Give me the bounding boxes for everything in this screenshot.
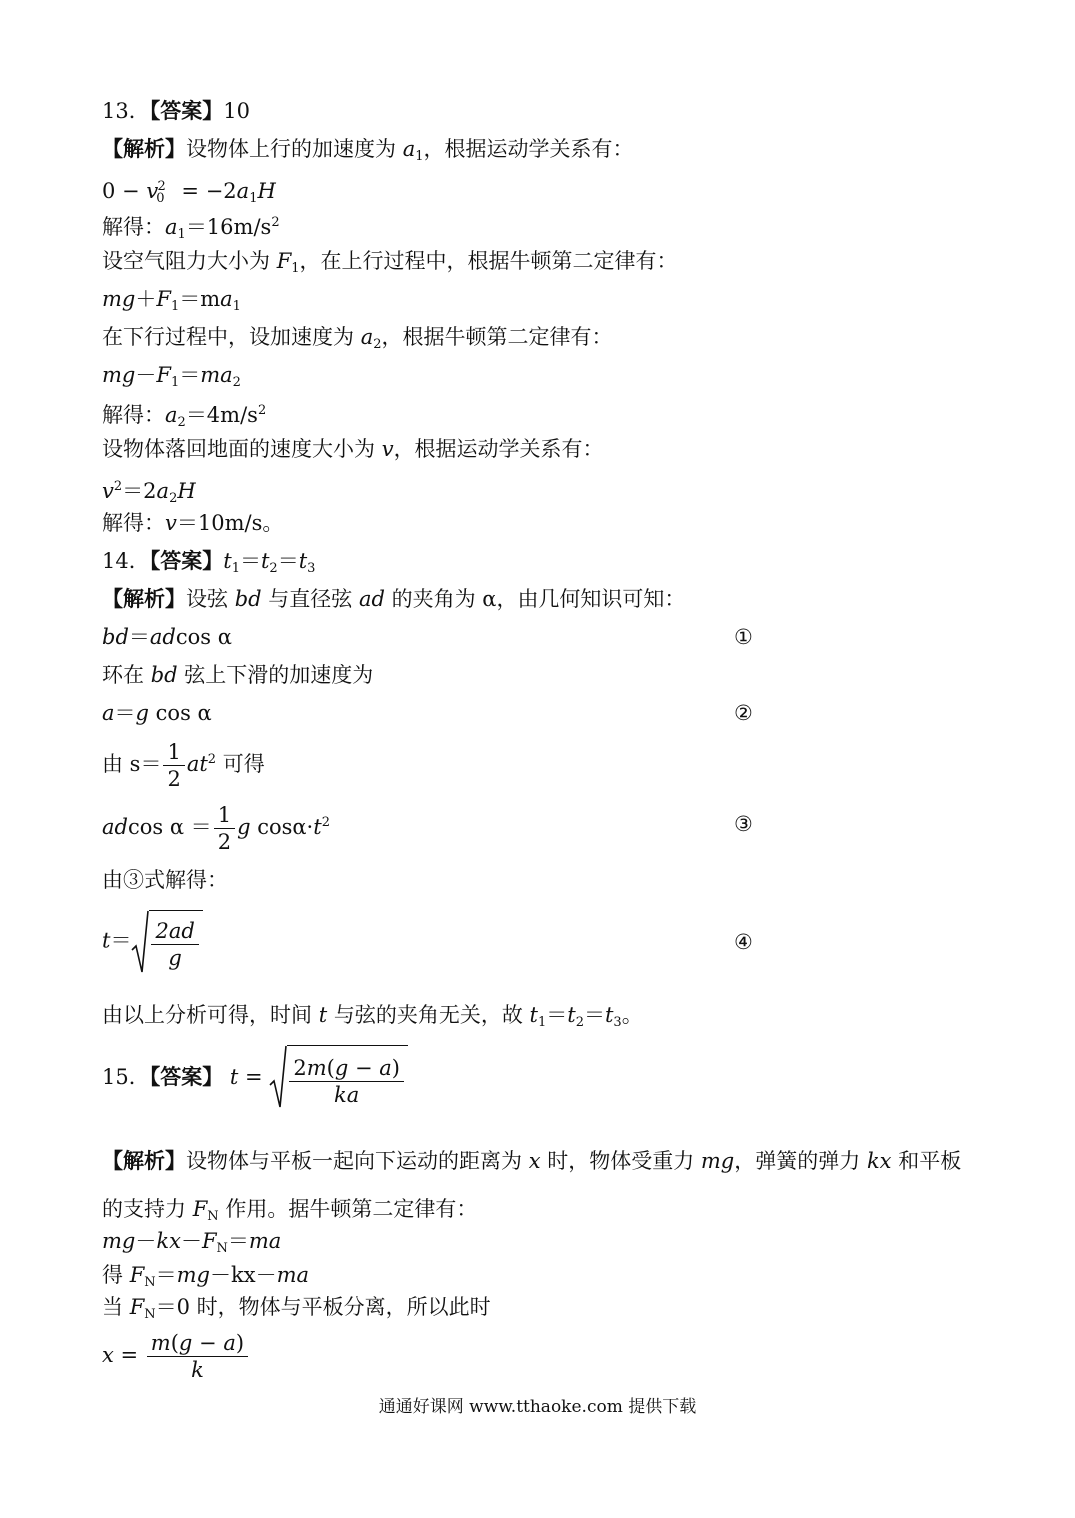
q13-number: 13． [102,99,150,123]
q13-eq-down: $mg-F_1=ma_2$ [102,363,241,390]
q14-eq1: bd＝adcos α [102,625,232,649]
q15-eq1: $mg-kx-F_N=ma$ [102,1229,282,1256]
q14-analysis-line1: 【解析】设弦 bd 与直径弦 ad 的夹角为 α，由几何知识可知： [102,586,686,611]
q13-line-v: 设物体落回地面的速度大小为 v，根据运动学关系有： [102,437,604,461]
q14-number: 14． [102,549,150,573]
q14-mark2: ② [734,701,753,725]
q13-analysis-line1: 【解析】设物体上行的加速度为 $a_1$，根据运动学关系有： [102,136,634,164]
q13-answer [102,97,250,125]
q14-analysis-tag: 【解析】 [102,586,186,611]
q14-answer: 14．【答案】$t_1=t_2=t_3$ [102,548,316,576]
q13-eq-v: $v^2=2a_2H$ [102,479,196,506]
q14-eq3: adcos α ＝ $\frac{1}{2}$ g $\cos\alpha\cdot t^2$ [102,803,330,854]
q13-result-a2: 解得：$a_2=4m/s^2$ [102,403,267,430]
q15-line-separate: 当 $F_N=0$ 时，物体与平板分离，所以此时 [102,1295,491,1322]
q15-analysis-tag: 【解析】 [102,1148,186,1173]
fraction-x: $\frac{m(g - a)}{k}$ [147,1330,248,1383]
q14-mark1: ① [734,625,753,649]
q14-eq4: t＝ $\frac{2ad}{g}$ [102,910,203,974]
q15-answer: 15．【答案】 t = $\frac{2m(g - a)}{ka}$ [102,1045,408,1112]
q14-eq2: a＝g cos α [102,701,212,725]
q13-line-f1: 设空气阻力大小为 $F_1$，在上行过程中，根据牛顿第二定律有： [102,249,678,276]
fraction-half: $\frac{1}{2}$ [163,739,184,792]
q13-eq-up: $mg+F_1=ma_1$ [102,287,241,314]
q14-conclusion: 由以上分析可得，时间 t 与弦的夹角无关，故 $t_1=t_2=t_3$。 [102,1003,643,1030]
fraction-half: $\frac{1}{2}$ [214,802,235,855]
q15-eq2: 得 $F_N=mg-kx-ma$ [102,1263,310,1290]
q14-line-solve: 由③式解得： [102,868,228,892]
q14-mark3: ③ [734,812,753,836]
q15-eq-x: x = $\frac{m(g - a)}{k}$ [102,1327,250,1383]
q15-analysis-line2: 的支持力 $F_N$ 作用。据牛顿第二定律有： [102,1197,478,1224]
q13-analysis-tag: 【解析】 [102,136,186,161]
q13-line-down: 在下行过程中，设加速度为 $a_2$，根据牛顿第二定律有： [102,325,613,352]
q15-analysis-line1: 【解析】设物体与平板一起向下运动的距离为 x 时，物体受重力 mg，弹簧的弹力 kx 和平板 [102,1148,962,1173]
page-footer: 通通好课网 www.tthaoke.com 提供下载 [378,1397,697,1417]
q13-result-a1: 解得：$a_1=16m/s^2$ [102,215,280,242]
q13-answer-tag: 【答案】 [149,98,224,123]
q15-number: 15． [102,1065,150,1089]
q13-answer-value: 10 [223,99,250,123]
q15-answer-tag: 【答案】 [149,1064,224,1089]
q14-answer-tag: 【答案】 [149,548,224,573]
q13-eq-kinematics: $0 - v_0^2 = -2a_1H$ [102,179,276,206]
q14-mark4: ④ [734,930,753,954]
q13-result-v: 解得：v＝10m/s。 [102,511,284,535]
sqrt-symbol: $\frac{2ad}{g}$ [131,910,202,974]
q14-line-s: 由 s＝ $\frac{1}{2}$ $at^2$ 可得 [102,740,265,791]
sqrt-symbol: $\frac{2m(g - a)}{ka}$ [269,1045,408,1112]
q14-line-accel: 环在 bd 弦上下滑的加速度为 [102,663,374,687]
